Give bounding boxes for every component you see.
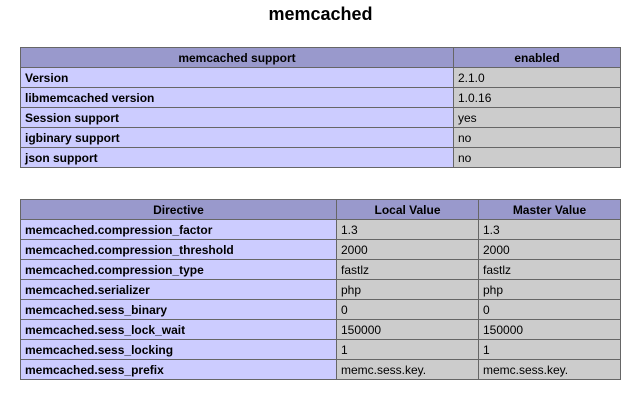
table-row (21, 280, 621, 300)
directive-name: memcached.compression_type (21, 260, 337, 280)
directive-name: memcached.sess_binary (21, 300, 337, 320)
local-value: 150000 (337, 320, 479, 340)
directive-name: memcached.compression_threshold (21, 240, 337, 260)
setting-name: libmemcached version (21, 88, 454, 108)
setting-value: 2.1.0 (454, 68, 621, 88)
support-table (20, 47, 621, 168)
table-header-row (21, 200, 621, 220)
setting-value: 1.0.16 (454, 88, 621, 108)
setting-value: yes (454, 108, 621, 128)
page-title: memcached (268, 4, 373, 24)
directive-name: memcached.serializer (21, 280, 337, 300)
setting-name: Session support (21, 108, 454, 128)
table-row (21, 300, 621, 320)
local-value: 1 (337, 340, 479, 360)
directive-name: memcached.sess_lock_wait (21, 320, 337, 340)
local-value: php (337, 280, 479, 300)
local-value: 0 (337, 300, 479, 320)
master-value: 1.3 (479, 220, 621, 240)
table-row (21, 128, 621, 148)
table-row (21, 88, 621, 108)
table-row (21, 360, 621, 380)
table-row (21, 148, 621, 168)
directive-name: memcached.sess_locking (21, 340, 337, 360)
table-row (21, 68, 621, 88)
table-row (21, 260, 621, 280)
master-value: 1 (479, 340, 621, 360)
table-row (21, 220, 621, 240)
column-header: enabled (454, 48, 621, 68)
setting-value: no (454, 148, 621, 168)
setting-name: igbinary support (21, 128, 454, 148)
master-value: 0 (479, 300, 621, 320)
table-row (21, 108, 621, 128)
directive-table (20, 199, 621, 380)
directive-name: memcached.compression_factor (21, 220, 337, 240)
column-header: Master Value (479, 200, 621, 220)
master-value: 150000 (479, 320, 621, 340)
table-row (21, 240, 621, 260)
setting-name: Version (21, 68, 454, 88)
master-value: fastlz (479, 260, 621, 280)
table-row (21, 340, 621, 360)
local-value: 2000 (337, 240, 479, 260)
table-row (21, 320, 621, 340)
table-header-row (21, 48, 621, 68)
local-value: fastlz (337, 260, 479, 280)
master-value: 2000 (479, 240, 621, 260)
master-value: memc.sess.key. (479, 360, 621, 380)
master-value: php (479, 280, 621, 300)
local-value: 1.3 (337, 220, 479, 240)
setting-name: json support (21, 148, 454, 168)
column-header: memcached support (21, 48, 454, 68)
setting-value: no (454, 128, 621, 148)
local-value: memc.sess.key. (337, 360, 479, 380)
directive-name: memcached.sess_prefix (21, 360, 337, 380)
column-header: Directive (21, 200, 337, 220)
column-header: Local Value (337, 200, 479, 220)
